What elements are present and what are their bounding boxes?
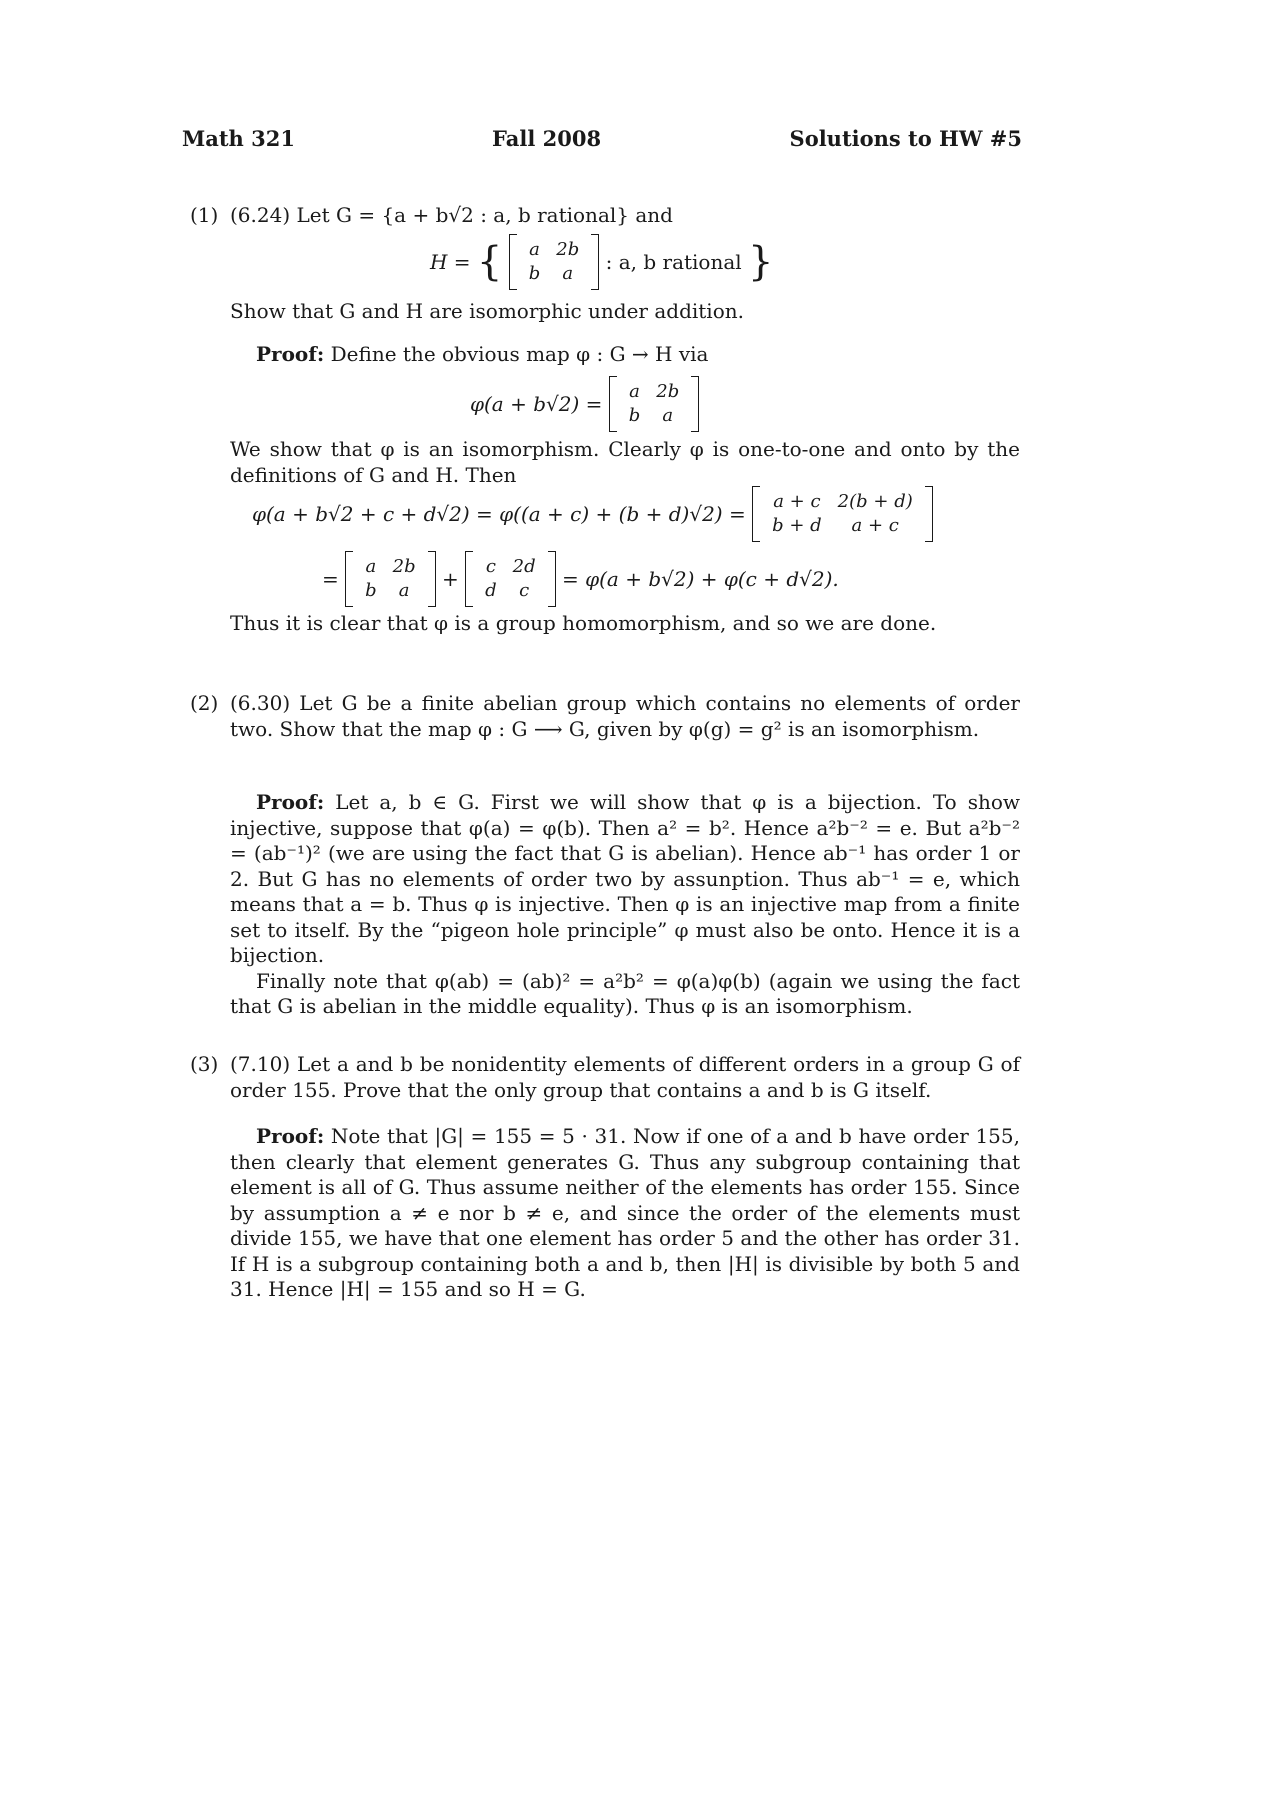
proof-paragraph-1: Proof: Let a, b ∈ G. First we will show that φ is a bijection. To show injective, suppose that φ(a) = φ(b). Then a² = b². Hence a²b⁻² = e. But a²b⁻² = (ab⁻¹)² (we are using the fact that G is abelian). Hence ab⁻¹ has order 1 or 2. But G has no elements of order two by assunption. Thus ab⁻¹ = e, which means that a = b. Thus φ is injective. Then φ is an injective map from a finite set to itself. By the “pigeon hole principle” φ must also be onto. Hence it is a bijection.: [230, 790, 1020, 967]
proof-conclusion: Thus it is clear that φ is a group homomorphism, and so we are done.: [230, 611, 937, 635]
matrix-b: c 2d d c: [465, 555, 556, 603]
problem-number: (3): [190, 1052, 219, 1076]
matrix-a: a 2b b a: [345, 555, 436, 603]
equation-1: φ(a + b√2 + c + d√2) = φ((a + c) + (b + d)√2) = a + c 2(b + d) b + d a + c: [252, 490, 933, 538]
problem-1: [190, 203, 1020, 229]
equation-2: = a 2b b a + c 2d d c = φ(a + b√2) + φ(c + d√2).: [322, 556, 839, 601]
document-title: Solutions to HW #5: [789, 126, 1022, 151]
h-definition: H = { a 2b b a : a, b rational }: [430, 239, 774, 285]
problem-statement: (6.24) Let G = {a + b√2 : a, b rational} and: [230, 203, 673, 227]
map-definition: φ(a + b√2) = a 2b b a: [470, 380, 699, 428]
problem-number: (1): [190, 203, 219, 227]
proof-paragraph-2: Finally note that φ(ab) = (ab)² = a²b² = φ(a)φ(b) (again we using the fact that G is abelian in the middle equality). Thus φ is an isomorphism.: [230, 968, 1020, 1018]
sum-matrix: a + c 2(b + d) b + d a + c: [752, 490, 933, 538]
map-matrix: a 2b b a: [609, 380, 700, 428]
term: Fall 2008: [492, 126, 602, 151]
problem-statement: (7.10) Let a and b be nonidentity elements of different orders in a group G of order 155. Prove that the only group that contains a and b is G itself.: [230, 1052, 1020, 1102]
proof-label: Proof:: [256, 790, 325, 814]
proof-label: Proof:: [256, 342, 325, 366]
problem-3: [190, 1052, 1020, 1103]
proof-body: Proof: Note that |G| = 155 = 5 · 31. Now if one of a and b have order 155, then clearly that element generates G. Thus any subgroup containing that element is all of G. Thus assume neither of the elements has order 155. Since by assumption a ≠ e nor b ≠ e, and since the order of the elements must divide 155, we have that one element has order 5 and the other has order 31. If H is a subgroup containing both a and b, then |H| is divisible by both 5 and 31. Hence |H| = 155 and so H = G.: [230, 1124, 1020, 1301]
proof-label: Proof:: [256, 1124, 325, 1148]
proof-intro: Proof: Define the obvious map φ : G → H via: [256, 342, 709, 366]
problem-2: [190, 691, 1020, 742]
course-name: Math 321: [182, 126, 295, 151]
page-header: [182, 126, 1022, 156]
h-matrix: a 2b b a: [509, 238, 600, 286]
problem-statement: (6.30) Let G be a finite abelian group which contains no elements of order two. Show that the map φ : G ⟶ G, given by φ(g) = g² is an isomorphism.: [230, 691, 1020, 741]
problem-show: Show that G and H are isomorphic under addition.: [230, 299, 744, 323]
problem-number: (2): [190, 691, 219, 715]
proof-body: We show that φ is an isomorphism. Clearly φ is one-to-one and onto by the definitions of G and H. Then: [230, 437, 1020, 487]
